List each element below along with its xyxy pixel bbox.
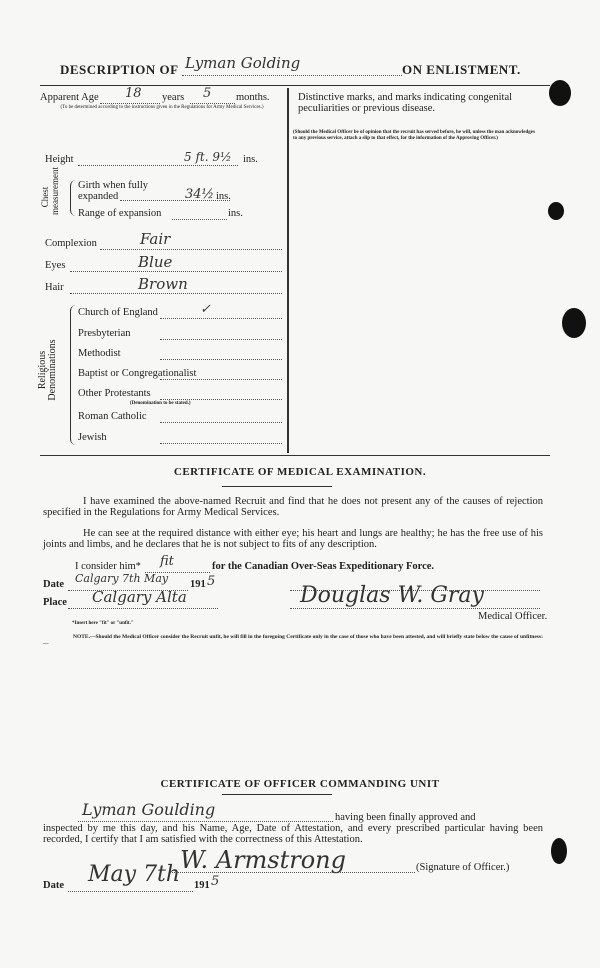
marks-label: Distinctive marks, and marks indicating congenital peculiarities or previous disease. (298, 92, 513, 114)
punch-hole (551, 838, 567, 864)
religion-item-label: Baptist or Congregationalist (78, 368, 197, 379)
religion-item-label: Jewish (78, 432, 107, 443)
commanding-date-label: Date (43, 880, 64, 891)
religion-group-label: Religious Denominations (37, 339, 58, 401)
medical-heading: CERTIFICATE OF MEDICAL EXAMINATION. (173, 466, 427, 478)
complexion-value: Fair (140, 230, 171, 248)
hair-label: Hair (45, 282, 64, 293)
religion-item-label: Other Protestants (78, 388, 151, 399)
consider-prefix: I consider him* (75, 561, 141, 572)
age-years: 18 (125, 86, 142, 101)
commanding-date-value: May 7th (88, 862, 181, 887)
age-months: 5 (203, 86, 212, 101)
medical-officer-signature: Douglas W. Gray (300, 583, 484, 608)
chest-group-label: Chest measurement (40, 167, 60, 215)
unfit-note: NOTE.—Should the Medical Officer consider the Recruit unfit, he will fill in the foregoing Certificate only in the case of those who have been attested, and will briefly state below the cause of unfitness:— (43, 634, 543, 647)
religion-item-value: ✓ (200, 302, 211, 317)
commanding-year-value: 5 (211, 874, 220, 889)
medical-date-value: Calgary 7th May (75, 572, 169, 585)
place-label: Place (43, 597, 67, 608)
consider-suffix: for the Canadian Over-Seas Expeditionary Force. (212, 561, 435, 572)
range-label: Range of expansion (78, 208, 162, 219)
religion-item-label: Methodist (78, 348, 121, 359)
height-value: 5 ft. 9½ (184, 150, 232, 164)
eyes-value: Blue (138, 253, 173, 271)
years-label: years (162, 92, 185, 103)
religion-item-label: Roman Catholic (78, 411, 147, 422)
medical-date-label: Date (43, 579, 64, 590)
religion-item-label: Presbyterian (78, 328, 131, 339)
commanding-officer-signature: W. Armstrong (180, 846, 346, 874)
signature-label: (Signature of Officer.) (416, 862, 510, 873)
title-prefix: DESCRIPTION OF (60, 62, 179, 77)
age-label: Apparent Age (40, 92, 99, 103)
punch-hole (562, 308, 586, 338)
commanding-recruit-name: Lyman Goulding (82, 800, 216, 819)
age-note: (To be determined according to the instructions given in the Regulations for Army Medical Services.) (60, 105, 264, 110)
eyes-label: Eyes (45, 260, 66, 271)
months-label: months. (236, 92, 270, 103)
punch-hole (549, 80, 571, 106)
year-value: 5 (207, 574, 216, 589)
marks-note: (Should the Medical Officer be of opinion that the recruit has served before, he will, unless the man acknowledges to any previous service, attach a slip to that effect, for the information of the Approving Officer.) (293, 130, 535, 141)
complexion-label: Complexion (45, 238, 97, 249)
height-label: Height (45, 154, 74, 165)
commanding-heading: CERTIFICATE OF OFFICER COMMANDING UNIT (160, 778, 440, 790)
medical-para2: He can see at the required distance with either eye; his heart and lungs are healthy; he has the free use of his joints and limbs, and he declares that he is not subject to fits of any description. (43, 528, 543, 550)
footnote: *Insert here "fit" or "unfit." (72, 621, 134, 626)
height-unit: ins. (243, 154, 258, 165)
range-unit: ins. (228, 208, 243, 219)
commanding-year-prefix: 191 (194, 880, 210, 891)
medical-para1: I have examined the above-named Recruit and find that he does not present any of the causes of rejection specified in the Regulations for Army Medical Services. (43, 496, 543, 518)
religion-item-label: Church of England (78, 307, 158, 318)
religion-item-note: (Denomination to be stated.) (130, 401, 191, 406)
title-suffix: ON ENLISTMENT. (402, 62, 521, 77)
year-prefix: 191 (190, 579, 206, 590)
medical-officer-label: Medical Officer. (478, 611, 548, 622)
place-value: Calgary Alta (92, 588, 187, 606)
punch-hole (548, 202, 564, 220)
girth-unit: ins. (216, 191, 231, 202)
hair-value: Brown (138, 275, 188, 293)
commanding-text: inspected by me this day, and his Name, Age, Date of Attestation, and every prescribed particular having been recorded, I certify that I am satisfied with the correctness of this Attestation. (43, 823, 543, 845)
girth-label: Girth when fully expanded (78, 180, 148, 202)
girth-value: 34½ (185, 187, 215, 202)
recruit-name: Lyman Golding (185, 54, 301, 72)
fitness-value: fit (160, 554, 174, 569)
commanding-text-line1: having been finally approved and (335, 812, 476, 823)
